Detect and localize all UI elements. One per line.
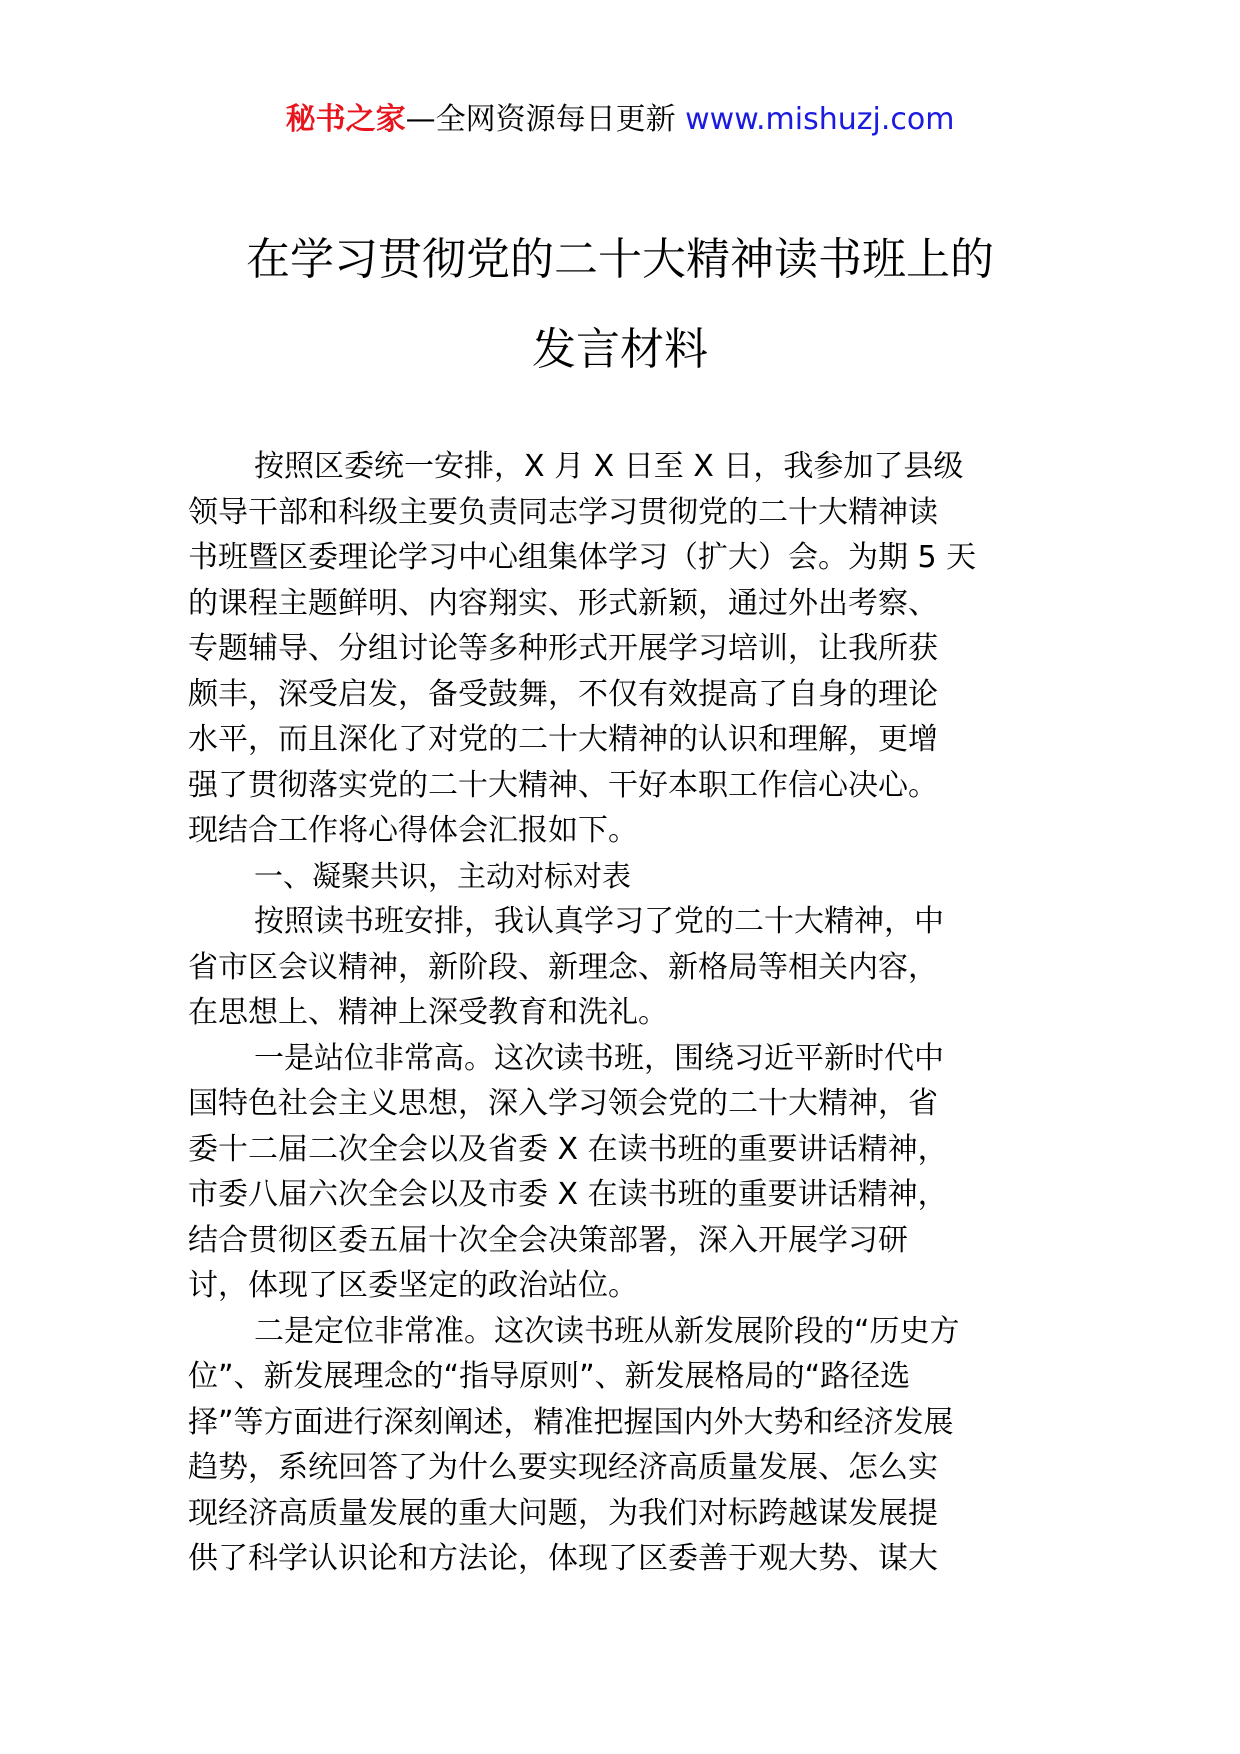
paragraph-2-line-1: 按照读书班安排，我认真学习了党的二十大精神，中 — [254, 904, 944, 939]
paragraph-1-line-6: 颇丰，深受启发，备受鼓舞，不仅有效提高了自身的理论 — [188, 676, 938, 712]
paragraph-3-line-3: 委十二届二次全会以及省委 X 在读书班的重要讲话精神， — [188, 1131, 948, 1167]
paragraph-3-line-6: 讨，体现了区委坚定的政治站位。 — [188, 1268, 638, 1303]
paragraph-3-line-4: 市委八届六次全会以及市委 X 在读书班的重要讲话精神， — [188, 1177, 948, 1212]
paragraph-1-line-1: 按照区委统一安排，X 月 X 日至 X 日，我参加了县级 — [254, 449, 964, 484]
site-name: 秘书之家 — [285, 102, 406, 137]
paragraph-4-line-2: 位”、新发展理念的“指导原则”、新发展格局的“路径选 — [188, 1359, 911, 1394]
paragraph-1-line-4: 的课程主题鲜明、内容翔实、形式新颖，通过外出考察、 — [188, 585, 938, 621]
paragraph-2-line-3: 在思想上、精神上深受教育和洗礼。 — [188, 995, 668, 1030]
paragraph-3-line-2: 国特色社会主义思想，深入学习领会党的二十大精神，省 — [188, 1086, 938, 1121]
section-heading-1: 一、凝聚共识，主动对标对表 — [254, 858, 632, 893]
paragraph-1-line-8: 强了贯彻落实党的二十大精神、干好本职工作信心决心。 — [188, 767, 938, 803]
site-tagline: —全网资源每日更新 — [405, 102, 686, 137]
paragraph-1-line-5: 专题辅导、分组讨论等多种形式开展学习培训，让我所获 — [188, 631, 938, 666]
document-body — [188, 444, 1058, 1582]
paragraph-2-line-2: 省市区会议精神，新阶段、新理念、新格局等相关内容， — [188, 949, 938, 985]
paragraph-4-line-1: 二是定位非常准。这次读书班从新发展阶段的“历史方 — [254, 1313, 960, 1349]
document-title-line-1: 在学习贯彻党的二十大精神读书班上的 — [246, 234, 994, 285]
paragraph-4-line-6: 供了科学认识论和方法论，体现了区委善于观大势、谋大 — [188, 1541, 938, 1576]
paragraph-4-line-4: 趋势，系统回答了为什么要实现经济高质量发展、怎么实 — [188, 1450, 938, 1485]
site-header — [0, 100, 1240, 140]
paragraph-1-line-9: 现结合工作将心得体会汇报如下。 — [188, 813, 638, 848]
document-title-line-2: 发言材料 — [532, 324, 708, 375]
paragraph-1-line-7: 水平，而且深化了对党的二十大精神的认识和理解，更增 — [188, 722, 938, 757]
paragraph-4-line-3: 择”等方面进行深刻阐述，精准把握国内外大势和经济发展 — [188, 1404, 954, 1440]
paragraph-4-line-5: 现经济高质量发展的重大问题，为我们对标跨越谋发展提 — [188, 1495, 938, 1531]
paragraph-1-line-2: 领导干部和科级主要负责同志学习贯彻党的二十大精神读 — [188, 494, 938, 530]
paragraph-1-line-3: 书班暨区委理论学习中心组集体学习（扩大）会。为期 5 天 — [188, 540, 977, 575]
paragraph-3-line-5: 结合贯彻区委五届十次全会决策部署，深入开展学习研 — [188, 1222, 908, 1258]
paragraph-3-line-1: 一是站位非常高。这次读书班，围绕习近平新时代中 — [254, 1040, 944, 1076]
site-url-link[interactable]: www.mishuzj.com — [685, 102, 955, 137]
